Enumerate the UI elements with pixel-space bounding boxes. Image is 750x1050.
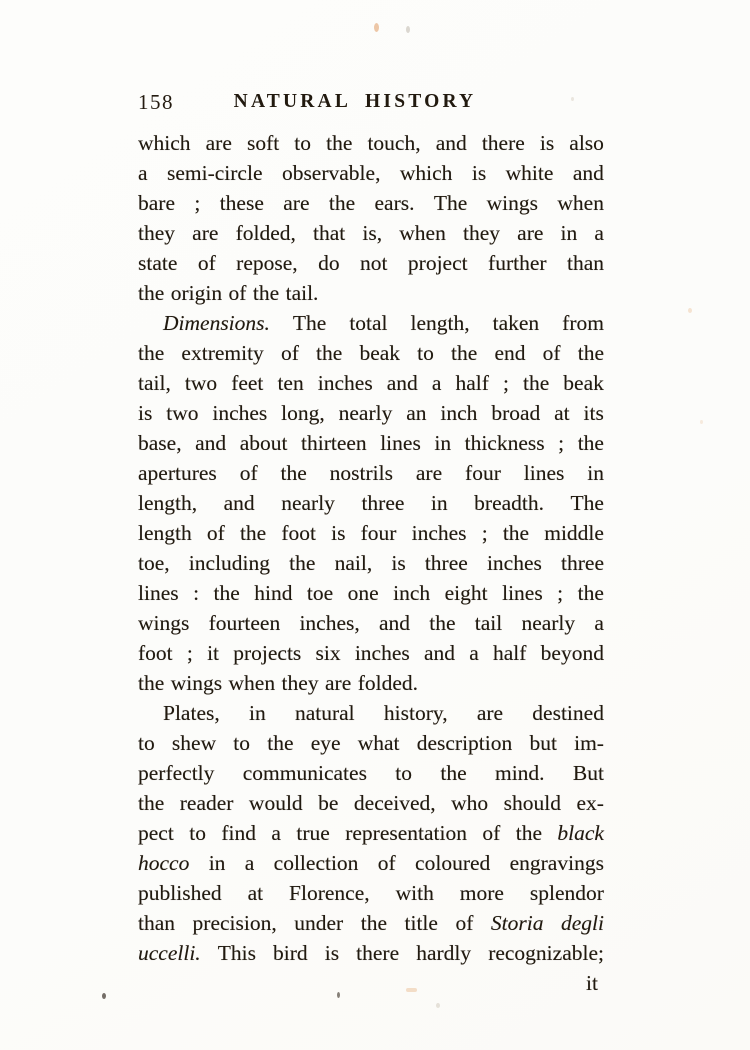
- text-line: lines : the hind toe one inch eight lines ; the: [138, 581, 604, 605]
- scan-speck: [374, 23, 379, 32]
- text-line: than precision, under the title of Storia degli: [138, 911, 604, 935]
- text-line: foot ; it projects six inches and a half beyond: [138, 641, 604, 665]
- text-line: they are folded, that is, when they are in a: [138, 221, 604, 245]
- scan-speck: [688, 308, 692, 313]
- text-line: the origin of the tail.: [138, 281, 319, 305]
- text-line: uccelli. This bird is there hardly recognizable;: [138, 941, 604, 965]
- text-line: published at Florence, with more splendor: [138, 881, 604, 905]
- text-line: the reader would be deceived, who should ex-: [138, 791, 604, 815]
- text-line: to shew to the eye what description but im-: [138, 731, 604, 755]
- text-line: bare ; these are the ears. The wings when: [138, 191, 604, 215]
- text-line: which are soft to the touch, and there is also: [138, 131, 604, 155]
- text-line: toe, including the nail, is three inches three: [138, 551, 604, 575]
- text-line: Plates, in natural history, are destined: [163, 701, 604, 725]
- text-line: wings fourteen inches, and the tail nearly a: [138, 611, 604, 635]
- text-line: length, and nearly three in breadth. The: [138, 491, 604, 515]
- body-text: [138, 131, 604, 1001]
- text-line: base, and about thirteen lines in thickness ; the: [138, 431, 604, 455]
- text-line: the extremity of the beak to the end of the: [138, 341, 604, 365]
- scan-speck: [102, 993, 106, 999]
- page-number: 158: [138, 90, 174, 114]
- scan-speck: [436, 1003, 440, 1008]
- text-line: the wings when they are folded.: [138, 671, 419, 695]
- running-title: NATURAL HISTORY: [233, 91, 477, 112]
- text-line: hocco in a collection of coloured engravings: [138, 851, 604, 875]
- scan-speck: [700, 420, 703, 424]
- scan-speck: [406, 26, 410, 33]
- text-line: apertures of the nostrils are four lines in: [138, 461, 604, 485]
- text-line: tail, two feet ten inches and a half ; the beak: [138, 371, 604, 395]
- text-line: length of the foot is four inches ; the middle: [138, 521, 604, 545]
- catchword: it: [586, 971, 598, 995]
- text-line: perfectly communicates to the mind. But: [138, 761, 604, 785]
- text-line: state of repose, do not project further than: [138, 251, 604, 275]
- text-line: pect to find a true representation of the black: [138, 821, 604, 845]
- text-line: a semi-circle observable, which is white and: [138, 161, 604, 185]
- page-header: [138, 90, 604, 118]
- text-line: is two inches long, nearly an inch broad at its: [138, 401, 604, 425]
- text-line: Dimensions. The total length, taken from: [163, 311, 604, 335]
